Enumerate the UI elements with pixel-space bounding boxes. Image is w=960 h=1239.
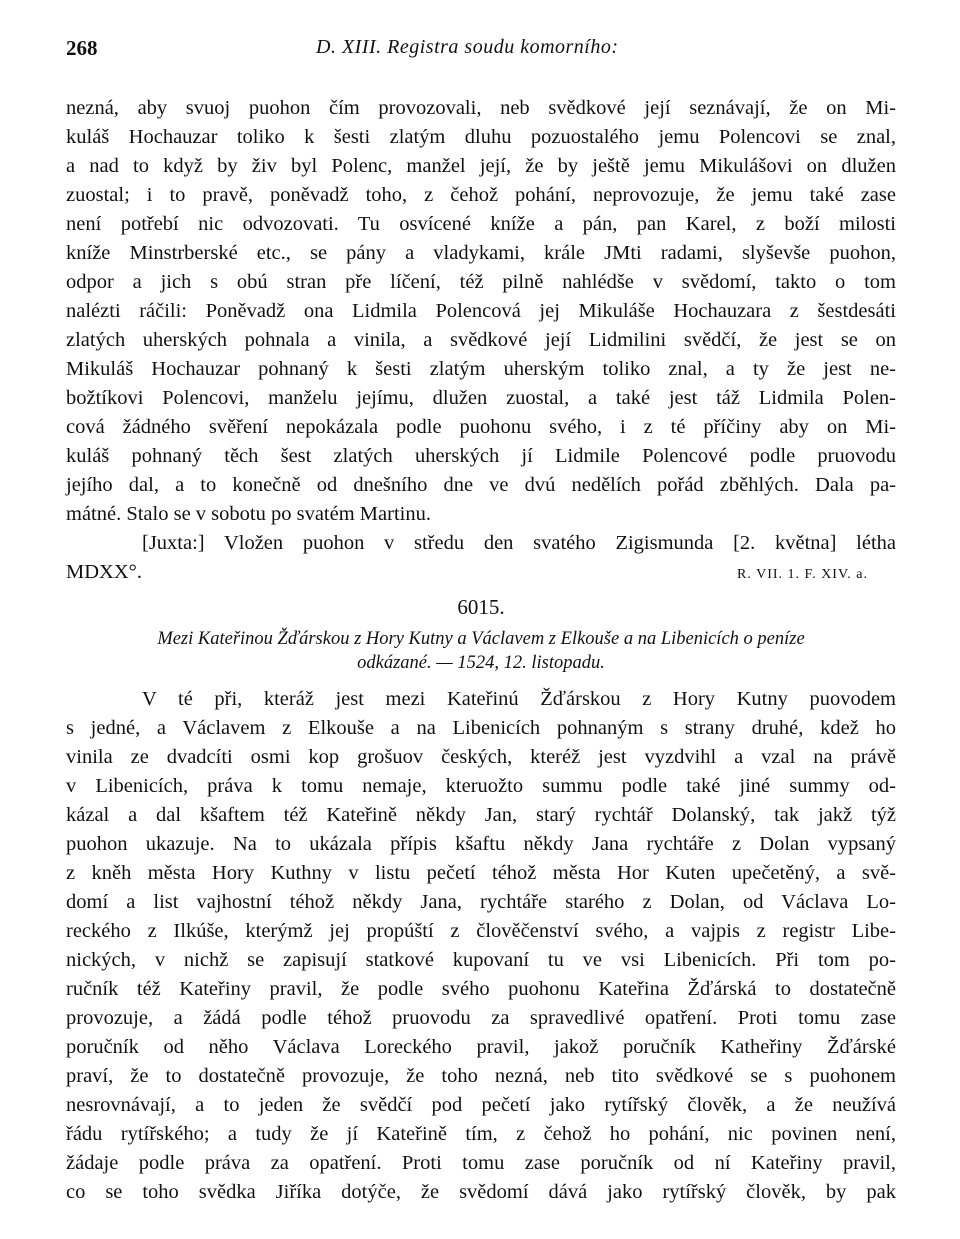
text-line: božtíkovi Polencovi, manželu jejímu, dlužen zuostal, a také jest táž Lidmila Polen- (66, 387, 896, 409)
document-text (66, 685, 896, 1207)
text-line: reckého z Ilkúše, kterýmž jej propúští z člověčenství svého, a vajpis z registr Libe- (66, 920, 896, 942)
archive-reference: R. VII. 1. F. XIV. a. (737, 567, 868, 582)
page-number: 268 (66, 36, 98, 60)
text-line: co se toho svědka Jiříka dotýče, že svědomí dává jako rytířský člověk, by pak (66, 1181, 896, 1203)
text-line: s jedné, a Václavem z Elkouše a na Libenicích pohnaným s strany druhé, kdež ho (66, 717, 896, 739)
text-line: domí a list vajhostní téhož někdy Jana, rychtáře starého z Dolan, od Václava Lo- (66, 891, 896, 913)
dating-row (66, 558, 896, 587)
document-number: 6015. (457, 595, 505, 619)
text-line: kuláš Hochauzar toliko k šesti zlatým dluhu pozuostalého jemu Polencovi se znal, (66, 126, 896, 148)
regest-line: odkázané. — 1524, 12. listopadu. (357, 653, 605, 673)
text-line: nalézti ráčili: Poněvadž ona Lidmila Polencová jej Mikuláše Hochauzara z šestdesáti (66, 300, 896, 322)
entry-note: [Juxta:] Vložen puohon v středu den svatého Zigismunda [2. května] létha (142, 532, 896, 554)
text-line: z kněh města Hory Kuthny v listu pečetí téhož města Hor Kuten upečetěný, a svě- (66, 862, 896, 884)
text-line: cová žádného svěření nepokázala podle puohonu svého, i z té příčiny aby on Mi- (66, 416, 896, 438)
book-page (66, 36, 896, 1207)
text-line: v Libenicích, práva k tomu nemaje, kteruožto summu podle také jiné summy od- (66, 775, 896, 797)
text-line: kuláš pohnaný těch šest zlatých uherských jí Lidmile Polencové podle pruovodu (66, 445, 896, 467)
text-line: mátné. Stalo se v sobotu po svatém Martinu. (66, 503, 431, 525)
text-line: praví, že to dostatečně provozuje, že toho nezná, neb tito svědkové se s puohonem (66, 1065, 896, 1087)
text-line: nesrovnávají, a to jeden že svědčí pod pečetí jako rytířský člověk, a že neužívá (66, 1094, 896, 1116)
continued-entry (66, 94, 896, 587)
text-line: kázal a dal kšaftem též Kateřině někdy Jan, starý rychtář Dolanský, tak jakž týž (66, 804, 896, 826)
text-line: V té při, kteráž jest mezi Kateřinú Žďárskou z Hory Kutny puovodem (142, 688, 896, 710)
text-line: a nad to když by živ byl Polenc, manžel její, že by ještě jemu Mikulášovi on dlužen (66, 155, 896, 177)
text-line: zlatých uherských pohnala a vinila, a svědkové její Lidmilini svědčí, že jest se on (66, 329, 896, 351)
text-line: nických, v nichž se zapisují statkové kupovaní tu ve vsi Libenicích. Při tom po- (66, 949, 896, 971)
text-line: Mikuláš Hochauzar pohnaný k šesti zlatým uherským toliko znal, a ty že jest ne- (66, 358, 896, 380)
text-line: provozuje, a žádá podle téhož pruovodu za spravedlivé opatření. Proti tomu zase (66, 1007, 896, 1029)
text-line: žádaje podle práva za opatření. Proti tomu zase poručník od ní Kateřiny pravil, (66, 1152, 896, 1174)
text-line: nezná, aby svuoj puohon čím provozovali, neb svědkové její seznávají, že on Mi- (66, 97, 896, 119)
text-line: není potřebí nic odvozovati. Tu osvícené kníže a pán, pan Karel, z boží milosti (66, 213, 896, 235)
text-line: zuostal; i to pravě, poněvadž toho, z čehož pohání, neprovozuje, že jemu také zase (66, 184, 896, 206)
text-line: jejího dal, a to konečně od dnešního dne ve dvú nedělích pořád zběhlých. Dala pa- (66, 474, 896, 496)
text-line: odpor a jich s obú stran pře líčení, též pilně nahlédše v svědomí, takto o tom (66, 271, 896, 293)
text-line: poručník od něho Václava Loreckého pravil, jakož poručník Katheřiny Žďárské (66, 1036, 896, 1058)
regest-line: Mezi Kateřinou Žďárskou z Hory Kutny a Václavem z Elkouše a na Libenicích o peníze (157, 629, 805, 649)
text-line: ručník též Kateřiny pravil, že podle svého puohonu Kateřina Žďárská to dostatečně (66, 978, 896, 1000)
document-regest (66, 627, 896, 675)
page-header (66, 36, 896, 62)
text-line: řádu rytířského; a tudy že jí Kateřině tím, z čehož ho pohání, nic povinen není, (66, 1123, 896, 1145)
entry-year: MDXX°. (66, 561, 142, 583)
text-line: puohon ukazuje. Na to ukázala přípis kšaftu někdy Jana rychtáře z Dolan vypsaný (66, 833, 896, 855)
text-line: kníže Minstrberské etc., se pány a vladykami, krále JMti radami, slyševše puohon, (66, 242, 896, 264)
text-line: vinila ze dvadcíti osmi kop grošuov českých, kteréž jest vyzdvihl a vzal na právě (66, 746, 896, 768)
running-title: D. XIII. Registra soudu komorního: (316, 36, 619, 58)
